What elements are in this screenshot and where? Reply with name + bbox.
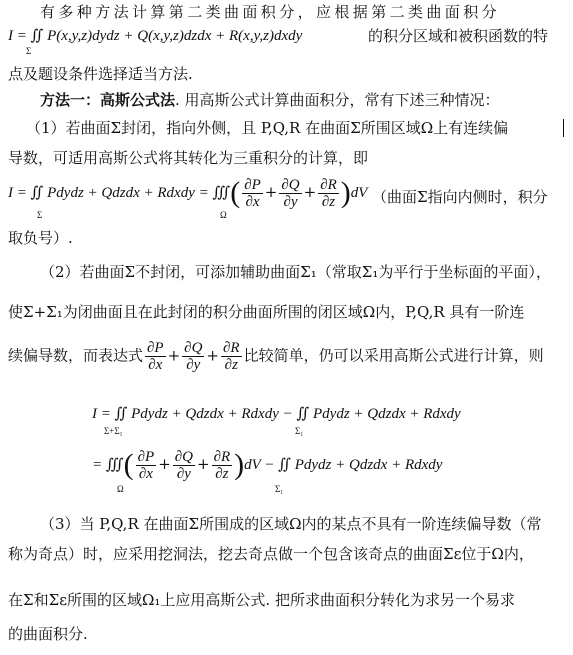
para1-integral-formula: I = ∬ P(x,y,z)dydz + Q(x,y,z)dzdx + R(x,y,z)dxdy bbox=[8, 28, 303, 44]
frac-dq-dy: $\frac{\partial Q}{\partial y}$ bbox=[281, 176, 300, 210]
case2-line2: 使Σ+Σ₁为闭曲面且在此封闭的积分曲面所围的闭区域Ω内，P,Q,R 具有一阶连 bbox=[8, 303, 525, 321]
case3-line4: 的曲面积分. bbox=[8, 625, 88, 643]
case3-line3: 在Σ和Σε所围的区域Ω₁上应用高斯公式. 把所求曲面积分转化为求另一个易求 bbox=[8, 591, 515, 609]
eq2-line1: I = ∬ Pdydz + Qdzdx + Rdxdy − ∬ Pdydz + Qdzdx + Rdxdy bbox=[92, 406, 461, 422]
method1-label: 方法一：高斯公式法 bbox=[40, 91, 176, 109]
case1-eq-left: I = ∬ Pdydz + Qdzdx + Rdxdy = ∭ bbox=[8, 185, 231, 201]
frac-dp-dx: $\frac{\partial P}{\partial x}$ bbox=[244, 176, 261, 210]
case1-line4: 取负号）. bbox=[8, 229, 73, 247]
case2-line3: 续偏导数，而表达式 $\frac{\partial P}{\partial x}$ + $\frac{\partial Q}{\partial y}$ + $\frac{\partial R}{\partial z}$ 比较简单，仍可以采用高斯公式进行计算，则 bbox=[8, 340, 544, 373]
case1-line1: （1）若曲面Σ封闭，指向外侧，且 P,Q,R 在曲面Σ所围区域Ω上有连续偏 bbox=[26, 119, 509, 137]
case1-gauss-formula: I = ∬ Pdydz + Qdzdx + Rdxdy = ∭( $\frac{\partial P}{\partial x}$ + $\frac{\partial Q}{\partial y}$ + $\frac{\partial R}{\partial z}$ )dV bbox=[8, 176, 368, 210]
eq2-line2-a: = ∭ bbox=[92, 457, 124, 473]
case1-eq-sub-sigma: Σ bbox=[37, 210, 43, 220]
eq2-line2: = ∭( $\frac{\partial P}{\partial x}$ + $\frac{\partial Q}{\partial y}$ + $\frac{\partial R}{\partial z}$ )dV − ∬ Pdydz + Qdzdx + Rdxdy bbox=[92, 448, 443, 482]
case2-line3-b: 比较简单，仍可以采用高斯公式进行计算，则 bbox=[243, 346, 544, 365]
case3-line2: 称为奇点）时，应采用挖洞法，挖去奇点做一个包含该奇点的曲面Σε位于Ω内， bbox=[8, 545, 534, 563]
case1-eq-dv: dV bbox=[350, 185, 368, 201]
eq2-line2-sub-sigma1: Σ₁ bbox=[275, 484, 284, 494]
case3-line1: （3）当 P,Q,R 在曲面Σ所围成的区域Ω内的某点不具有一阶连续偏导数（常 bbox=[40, 515, 542, 533]
method1-text: . 用高斯公式计算曲面积分，常有下述三种情况： bbox=[175, 91, 500, 109]
text-cursor bbox=[563, 119, 564, 137]
case1-eq-sub-omega: Ω bbox=[220, 210, 227, 220]
case1-eq-note: （曲面Σ指向内侧时，积分 bbox=[372, 188, 548, 206]
case1-line2: 导数，可适用高斯公式将其转化为三重积分的计算，即 bbox=[8, 149, 369, 167]
case2-line3-a: 续偏导数，而表达式 bbox=[8, 346, 144, 365]
eq2-line1-sub2: Σ₁ bbox=[295, 426, 304, 436]
eq2-line2-b: dV − ∬ Pdydz + Qdzdx + Rdxdy bbox=[244, 457, 443, 473]
para1-line1: 有多种方法计算第二类曲面积分，应根据第二类曲面积分 bbox=[40, 3, 501, 21]
case2-line1: （2）若曲面Σ不封闭，可添加辅助曲面Σ₁（常取Σ₁为平行于坐标面的平面）， bbox=[40, 263, 551, 281]
para1-line2-text: 的积分区域和被积函数的特 bbox=[368, 27, 549, 45]
frac-dr-dz: $\frac{\partial R}{\partial z}$ bbox=[320, 176, 337, 210]
eq2-line1-sub1: Σ+Σ₁ bbox=[104, 426, 123, 436]
para1-integral-sub: Σ bbox=[26, 46, 32, 56]
method1-heading bbox=[40, 90, 500, 110]
eq2-line2-sub-omega: Ω bbox=[117, 484, 124, 494]
para1-line3: 点及题设条件选择适当方法. bbox=[8, 65, 193, 83]
